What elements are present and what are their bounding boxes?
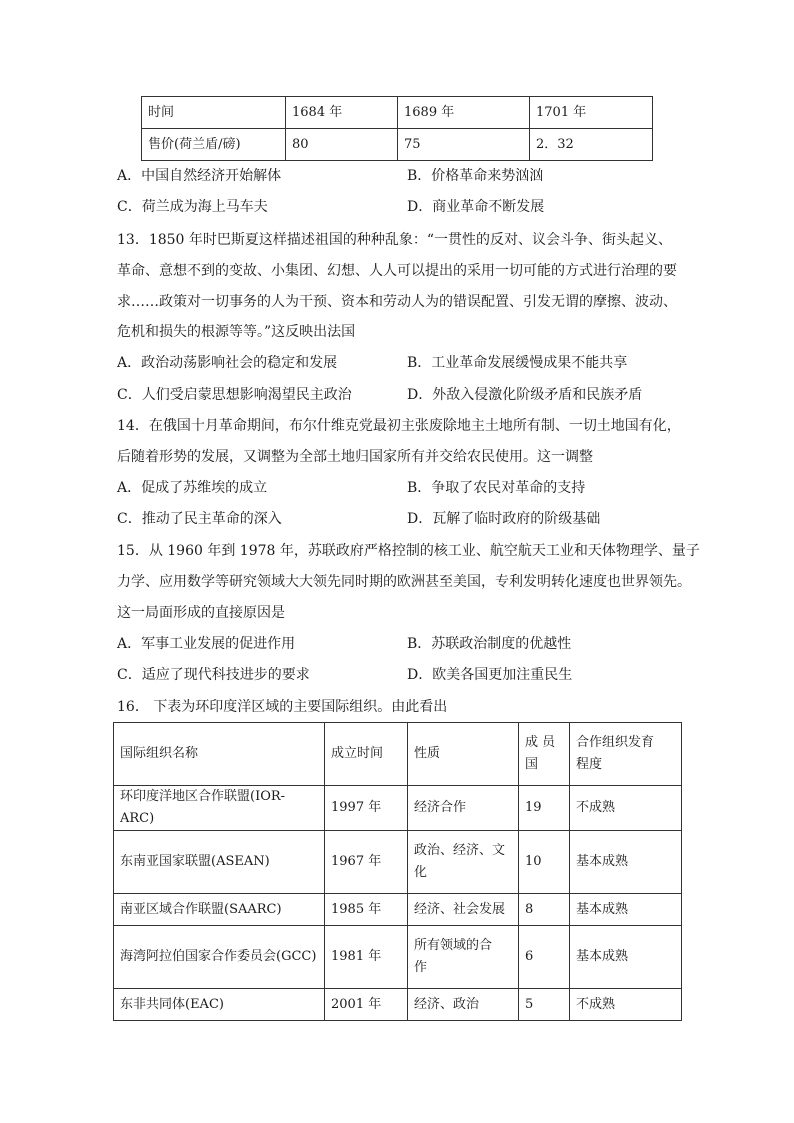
header-members-line2: 国 <box>525 757 539 772</box>
org-nature <box>408 989 519 1021</box>
header-maturity-line2: 程度 <box>576 757 603 772</box>
org-maturity: 基本成熟 <box>570 831 682 894</box>
q12-option-a: A．中国自然经济开始解体 <box>117 168 282 184</box>
q13-option-d: D．外敌入侵激化阶级矛盾和民族矛盾 <box>407 387 643 403</box>
org-nature-line1: 政治、经济、文 <box>414 843 506 858</box>
table-row <box>142 129 653 161</box>
q13-stem-line: 求……政策对一切事务的人为干预、资本和劳动人为的错误配置、引发无谓的摩擦、波动、 <box>117 294 677 310</box>
org-table <box>113 722 682 1021</box>
table-row <box>114 989 682 1021</box>
org-maturity: 不成熟 <box>570 786 682 831</box>
org-founded: 1981 年 <box>325 926 408 989</box>
q15-option-a: A．军事工业发展的促进作用 <box>117 636 296 652</box>
org-members: 8 <box>519 894 570 926</box>
table-cell: 80 <box>286 129 398 161</box>
table-row <box>114 926 682 989</box>
q14-option-b: B．争取了农民对革命的支持 <box>407 480 586 496</box>
org-nature-line1: 经济、政治 <box>414 996 480 1012</box>
q12-option-c: C．荷兰成为海上马车夫 <box>117 199 268 215</box>
header-nature: 性质 <box>408 723 519 786</box>
org-maturity: 基本成熟 <box>570 926 682 989</box>
table-cell: 1689 年 <box>398 97 530 129</box>
price-table <box>141 96 653 161</box>
q14-stem-line: 后随着形势的发展，又调整为全部土地归国家所有并交给农民使用。这一调整 <box>117 449 593 465</box>
org-nature-line1: 经济、社会发展 <box>414 901 506 917</box>
org-members: 5 <box>519 989 570 1021</box>
q13-stem-line: 13．1850 年时巴斯夏这样描述祖国的种种乱象：“一贯性的反对、议会斗争、街头起义、 <box>117 232 673 248</box>
header-members-line1: 成 员 <box>525 735 556 750</box>
q13-option-c: C．人们受启蒙思想影响渴望民主政治 <box>117 387 352 403</box>
org-nature <box>408 926 519 989</box>
q13-option-b: B．工业革命发展缓慢成果不能共享 <box>407 355 628 371</box>
q15-option-c: C．适应了现代科技进步的要求 <box>117 667 310 683</box>
q12-option-d: D．商业革命不断发展 <box>407 199 545 215</box>
org-members: 10 <box>519 831 570 894</box>
table-cell: 时间 <box>142 97 286 129</box>
q14-option-d: D．瓦解了临时政府的阶级基础 <box>407 511 601 527</box>
q14-stem-line: 14．在俄国十月革命期间，布尔什维克党最初主张废除地主土地所有制、一切土地国有化， <box>117 418 681 434</box>
org-maturity: 基本成熟 <box>570 894 682 926</box>
q13-stem-line: 危机和损失的根源等等。”这反映出法国 <box>117 324 356 340</box>
org-nature <box>408 831 519 894</box>
header-members <box>519 723 570 786</box>
q15-option-b: B．苏联政治制度的优越性 <box>407 636 572 652</box>
table-cell: 2．32 <box>530 129 653 161</box>
org-members: 6 <box>519 926 570 989</box>
org-name: 东非共同体(EAC) <box>114 989 325 1021</box>
org-nature-line1: 所有领域的合 <box>414 938 493 953</box>
q14-option-a: A．促成了苏维埃的成立 <box>117 480 268 496</box>
org-founded: 1997 年 <box>325 786 408 831</box>
q15-option-d: D．欧美各国更加注重民生 <box>407 667 573 683</box>
table-cell: 75 <box>398 129 530 161</box>
q13-option-a: A．政治动荡影响社会的稳定和发展 <box>117 355 338 371</box>
org-nature-line2: 作 <box>414 960 428 975</box>
q15-stem-line: 力学、应用数学等研究领域大大领先同时期的欧洲甚至美国，专利发明转化速度也世界领先。 <box>117 574 691 590</box>
header-name: 国际组织名称 <box>114 723 325 786</box>
table-header-row <box>114 723 682 786</box>
q15-stem-line: 这一局面形成的直接原因是 <box>117 605 285 621</box>
org-name: 南亚区域合作联盟(SAARC) <box>114 894 325 926</box>
org-name: 东南亚国家联盟(ASEAN) <box>114 831 325 894</box>
org-founded: 1985 年 <box>325 894 408 926</box>
header-founded: 成立时间 <box>325 723 408 786</box>
org-founded: 2001 年 <box>325 989 408 1021</box>
org-name: 环印度洋地区合作联盟(IOR-ARC) <box>114 786 325 831</box>
q14-option-c: C．推动了民主革命的深入 <box>117 511 282 527</box>
q12-option-b: B．价格革命来势汹汹 <box>407 168 544 184</box>
org-nature-line1: 经济合作 <box>414 800 467 815</box>
header-maturity <box>570 723 682 786</box>
org-nature <box>408 786 519 831</box>
table-row <box>114 894 682 926</box>
q16-stem: 16． 下表为环印度洋区域的主要国际组织。由此看出 <box>117 699 448 715</box>
q15-stem-line: 15．从 1960 年到 1978 年，苏联政府严格控制的核工业、航空航天工业和天体物理学、量子 <box>117 543 700 559</box>
org-nature <box>408 894 519 926</box>
table-row <box>114 786 682 831</box>
org-founded: 1967 年 <box>325 831 408 894</box>
table-cell: 1684 年 <box>286 97 398 129</box>
table-row <box>114 831 682 894</box>
table-row <box>142 97 653 129</box>
header-maturity-line1: 合作组织发育 <box>576 735 655 750</box>
org-nature-line2: 化 <box>414 865 428 880</box>
org-maturity: 不成熟 <box>570 989 682 1021</box>
table-cell: 售价(荷兰盾/磅) <box>142 129 286 161</box>
org-members: 19 <box>519 786 570 831</box>
org-name: 海湾阿拉伯国家合作委员会(GCC) <box>114 926 325 989</box>
table-cell: 1701 年 <box>530 97 653 129</box>
q13-stem-line: 革命、意想不到的变故、小集团、幻想、人人可以提出的采用一切可能的方式进行治理的要 <box>117 263 677 279</box>
